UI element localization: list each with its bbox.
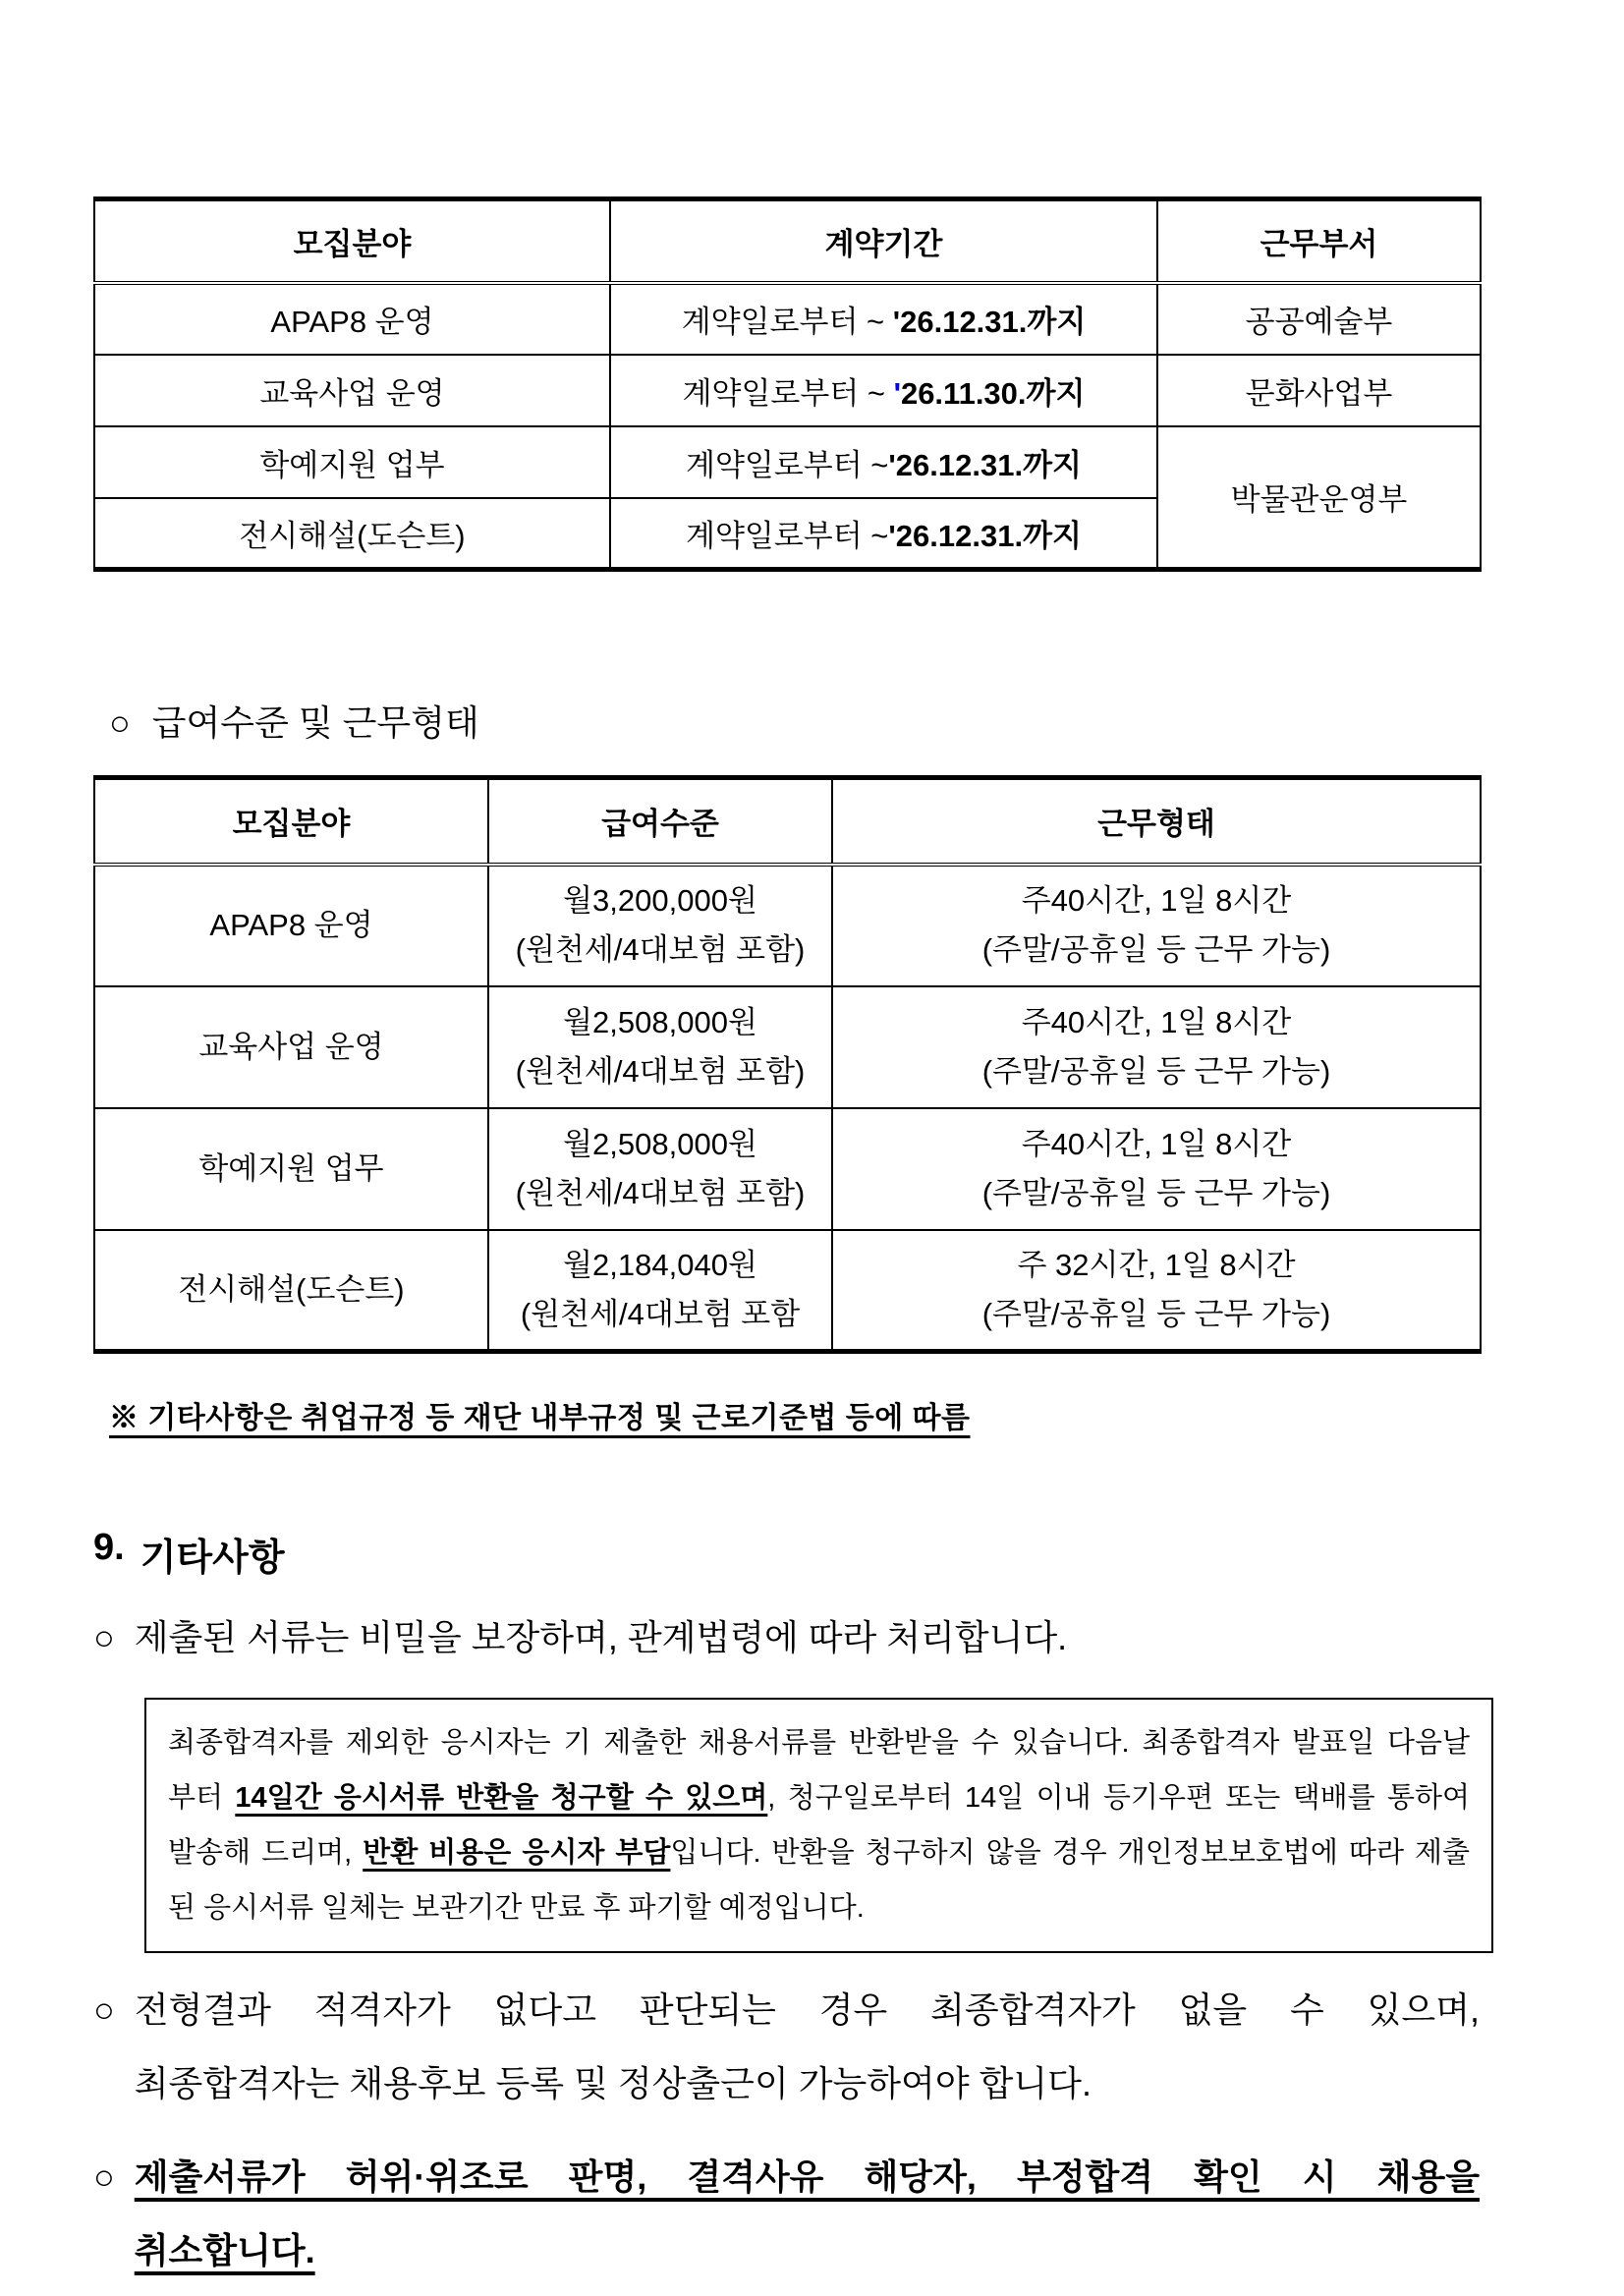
work-note: (주말/공휴일 등 근무 가능) [981, 1053, 1331, 1089]
text-run: '26.12.31.까지 [888, 518, 1082, 553]
work-note: (주말/공휴일 등 근무 가능) [981, 932, 1331, 967]
cell-salary [488, 865, 832, 986]
cell-salary [488, 986, 832, 1108]
cell-work-type [832, 1230, 1481, 1352]
table-header-row [94, 199, 1481, 283]
text-run: '26.12.31.까지 [892, 305, 1087, 339]
text-run: 계약일로부터 ~ [686, 518, 889, 553]
document-return-notice-box [144, 1698, 1493, 1953]
cell-field: 학예지원 업무 [94, 1108, 488, 1230]
bullet-text [135, 2140, 1480, 2287]
text-run: '26.12.31.까지 [888, 447, 1082, 482]
circle-marker: ○ [93, 1989, 115, 2030]
cell-field: 교육사업 운영 [94, 355, 610, 426]
table-row [94, 1230, 1481, 1352]
cell-work-type [832, 1108, 1481, 1230]
reference-note: ※ 기타사항은 취업규정 등 재단 내부규정 및 근로기준법 등에 따름 [109, 1402, 971, 1434]
salary-work-table [93, 775, 1482, 1354]
cell-period [610, 283, 1157, 355]
work-note: (주말/공휴일 등 근무 가능) [981, 1175, 1331, 1210]
header-recruit-field: 모집분야 [94, 199, 610, 283]
bullet-line: 최종합격자는 채용후보 등록 및 정상출근이 가능하여야 합니다. [134, 2063, 1092, 2103]
bullet-line: 제출된 서류는 비밀을 보장하며, 관계법령에 따라 처리합니다. [134, 1617, 1068, 1657]
work-note: (주말/공휴일 등 근무 가능) [981, 1296, 1331, 1331]
notice-line [168, 1880, 1470, 1935]
bullet-line: 전형결과 적격자가 없다고 판단되는 경우 최종합격자가 없을 수 있으며, [134, 1989, 1480, 2030]
header-work-dept: 근무부서 [1157, 199, 1481, 283]
text-run: ' [893, 375, 901, 411]
bullet-line: 제출서류가 허위·위조로 판명, 결격사유 해당자, 부정합격 확인 시 채용을 [134, 2156, 1480, 2197]
cell-period [610, 498, 1157, 570]
salary-note: (원천세/4대보험 포함 [520, 1296, 801, 1331]
notice-line [168, 1825, 1470, 1880]
table-row [94, 355, 1481, 426]
table-row [94, 865, 1481, 986]
work-hours: 주40시간, 1일 8시간 [1021, 1004, 1292, 1039]
salary-note: (원천세/4대보험 포함) [515, 1053, 806, 1089]
bullet-text [135, 1973, 1480, 2120]
section-number: 9. [93, 1527, 125, 1568]
text-run: 계약일로부터 ~ [681, 305, 893, 339]
salary-amount: 월3,200,000원 [563, 883, 757, 918]
cell-field: APAP8 운영 [94, 865, 488, 986]
text-run: 입니다. 반환을 청구하지 않을 경우 개인정보보호법에 따라 제출 [670, 1837, 1471, 1869]
work-hours: 주 32시간, 1일 8시간 [1017, 1247, 1296, 1282]
cell-field: 학예지원 업부 [94, 426, 610, 498]
text-run: 반환 비용은 응시자 부담 [363, 1837, 671, 1869]
circle-marker: ○ [93, 1617, 115, 1657]
cell-dept: 문화사업부 [1157, 355, 1481, 426]
document-content [93, 196, 1480, 2287]
cell-work-type [832, 986, 1481, 1108]
work-hours: 주40시간, 1일 8시간 [1021, 883, 1292, 918]
bullet-no-final-candidate [93, 1973, 1480, 2120]
cell-dept: 공공예술부 [1157, 283, 1481, 355]
cell-work-type [832, 865, 1481, 986]
text-run: 부터 [168, 1782, 236, 1814]
bullet-cancellation-warning [93, 2140, 1480, 2287]
table-row [94, 283, 1481, 355]
header-work-type: 근무형태 [832, 778, 1481, 865]
salary-section-heading [109, 696, 1480, 746]
cell-salary [488, 1230, 832, 1352]
cell-field: 전시해설(도슨트) [94, 498, 610, 570]
text-run: 발송해 드리며, [168, 1837, 364, 1869]
salary-amount: 월2,508,000원 [563, 1126, 757, 1161]
text-run: 된 응시서류 일체는 보관기간 만료 후 파기할 예정입니다. [168, 1892, 865, 1924]
text-run: 계약일로부터 ~ [686, 447, 889, 482]
table-row [94, 986, 1481, 1108]
cell-field: APAP8 운영 [94, 283, 610, 355]
header-contract-period: 계약기간 [610, 199, 1157, 283]
text-run: 최종합격자를 제외한 응시자는 기 제출한 채용서류를 반환받을 수 있습니다. 최종합격자 발표일 다음날 [168, 1727, 1470, 1759]
notice-line [168, 1715, 1470, 1770]
salary-note: (원천세/4대보험 포함) [515, 932, 806, 967]
bullet-line: 취소합니다. [134, 2230, 315, 2270]
bullet-confidentiality [93, 1600, 1480, 1674]
salary-heading-text: 급여수준 및 근무형태 [151, 702, 479, 743]
cell-period [610, 426, 1157, 498]
cell-salary [488, 1108, 832, 1230]
circle-marker: ○ [93, 2156, 115, 2197]
recruitment-contract-table [93, 196, 1482, 572]
salary-amount: 월2,508,000원 [563, 1004, 757, 1039]
cell-dept-merged: 박물관운영부 [1157, 426, 1481, 570]
header-salary-level: 급여수준 [488, 778, 832, 865]
cell-period [610, 355, 1157, 426]
text-run: 14일간 응시서류 반환을 청구할 수 있으며 [235, 1782, 768, 1814]
table-header-row [94, 778, 1481, 865]
table-row [94, 426, 1481, 498]
cell-field: 교육사업 운영 [94, 986, 488, 1108]
text-run: 계약일로부터 ~ [682, 375, 894, 411]
text-run: , 청구일로부터 14일 이내 등기우편 또는 택배를 통하여 [767, 1782, 1470, 1814]
header-recruit-field: 모집분야 [94, 778, 488, 865]
bullet-text [135, 1600, 1480, 1674]
salary-note: (원천세/4대보험 포함) [515, 1175, 806, 1210]
salary-amount: 월2,184,040원 [563, 1247, 757, 1282]
circle-marker: ○ [109, 702, 131, 743]
table-row [94, 1108, 1481, 1230]
notice-line [168, 1770, 1470, 1825]
text-run: 26.11.30.까지 [900, 375, 1086, 411]
work-hours: 주40시간, 1일 8시간 [1021, 1126, 1292, 1161]
cell-field: 전시해설(도슨트) [94, 1230, 488, 1352]
section9-heading [93, 1527, 1480, 1581]
section-title: 기타사항 [140, 1538, 285, 1579]
